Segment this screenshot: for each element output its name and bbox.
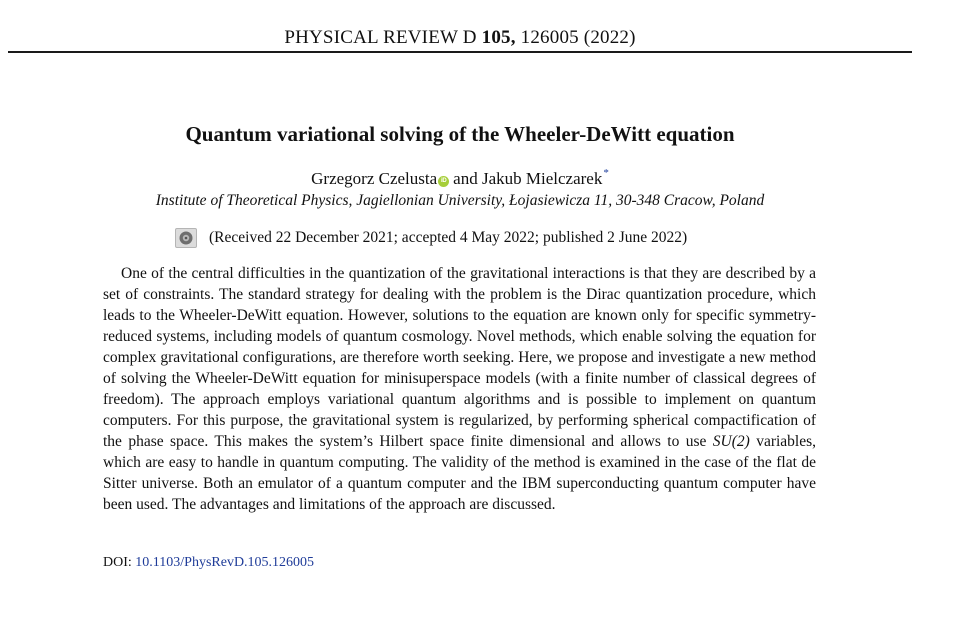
- author-czelusta[interactable]: Grzegorz Czelusta: [311, 169, 438, 188]
- dates-text: (Received 22 December 2021; accepted 4 May 2022; published 2 June 2022): [209, 229, 688, 246]
- abstract-text-1: One of the central difficulties in the quantization of the gravitational interactions is that they are described by a set of constraints. The standard strategy for dealing with the problem is the Dirac quantization procedure, which leads to the Wheeler-DeWitt equation. However, solutions to the equation are known only for specific symmetry-reduced systems, including models of quantum cosmology. Novel methods, which enable solving the equation for complex gravitational configurations, are therefore worth seeking. Here, we propose and investigate a new method of solving the Wheeler-DeWitt equation for minisuperspace models (with a finite number of classical degrees of freedom). The approach employs variational quantum algorithms and is possible to implement on quantum computers. For this purpose, the gravitational system is regularized, by performing spherical compactification of the phase space. This makes the system’s Hilbert space finite dimensional and allows to use: [103, 265, 816, 450]
- article-title: Quantum variational solving of the Wheeler-DeWitt equation: [185, 122, 735, 146]
- doi-line: [103, 555, 314, 571]
- author-conjunction: and: [453, 169, 478, 188]
- affiliation: Institute of Theoretical Physics, Jagiellonian University, Łojasiewicza 11, 30-348 Cracow, Poland: [155, 192, 765, 209]
- author-list: [8, 167, 912, 189]
- publication-dates: [175, 228, 687, 248]
- journal-header: [8, 27, 912, 49]
- crossmark-icon[interactable]: [175, 228, 197, 248]
- corresponding-author-mark[interactable]: *: [603, 167, 609, 179]
- abstract: [103, 263, 816, 515]
- su2-math: SU(2): [712, 433, 750, 450]
- doi-label: DOI:: [103, 555, 132, 570]
- journal-name: PHYSICAL REVIEW D: [284, 27, 477, 48]
- journal-volume: 105,: [481, 27, 516, 48]
- journal-year: (2022): [583, 27, 636, 48]
- article-number: 126005: [520, 27, 579, 48]
- orcid-icon[interactable]: iD: [438, 176, 449, 187]
- doi-link[interactable]: 10.1103/PhysRevD.105.126005: [135, 555, 315, 570]
- abstract-text-2: variables, which are easy to handle in quantum computing. The validity of the method is examined in the case of the flat de Sitter universe. Both an emulator of a quantum computer and the IBM superconducting quantum computer have been used. The advantages and limitations of the approach are discussed.: [103, 433, 817, 513]
- header-divider: [8, 51, 912, 53]
- author-mielczarek[interactable]: Jakub Mielczarek: [481, 169, 603, 188]
